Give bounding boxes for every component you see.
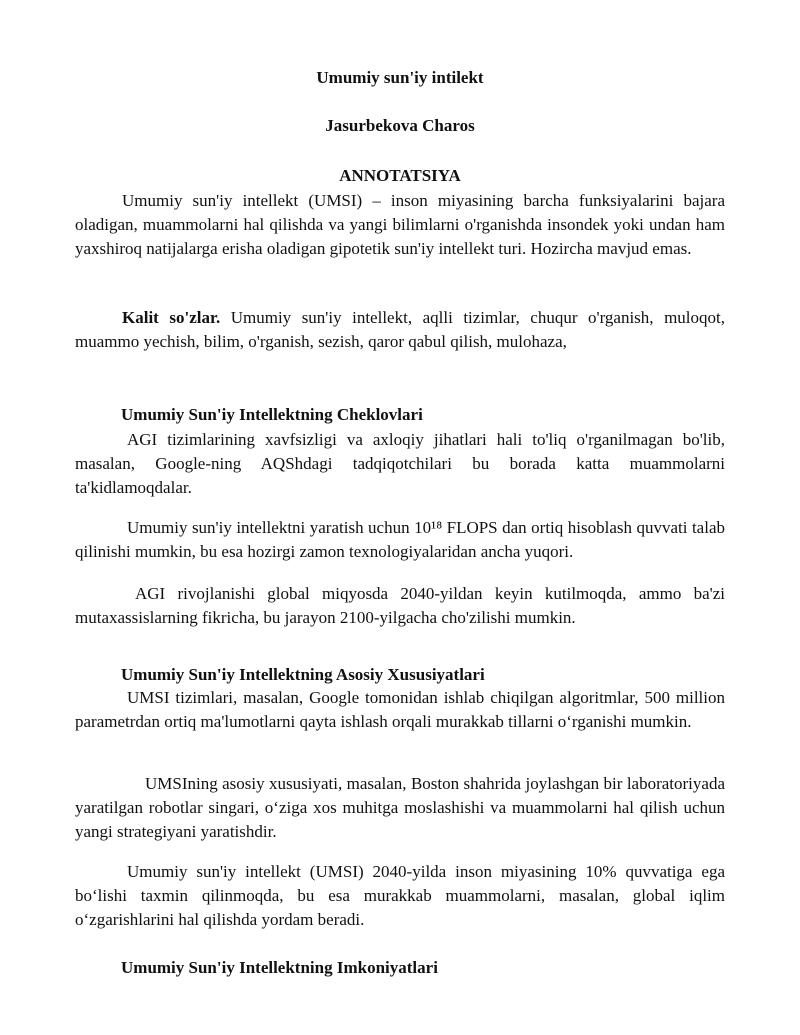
annotation-paragraph: Umumiy sun'iy intellekt (UMSI) – inson miyasining barcha funksiyalarini bajara oladigan, muammolarni hal qilishda va yangi bilimlarni o'rganishda insondek yoki undan ham yaxshiroq natijalarga erisha oladigan gipotetik sun'iy intellekt turi. Hozircha mavjud emas. — [75, 191, 725, 258]
document-title: Umumiy sun'iy intilekt — [316, 68, 484, 87]
section-paragraph: AGI tizimlarining xavfsizligi va axloqiy jihatlari hali to'liq o'rganilmagan bo'lib, masalan, Google-ning AQShdagi tadqiqotchilari bu borada katta muammolarni ta'kidlamoqdalar. — [75, 430, 725, 497]
section-paragraph: Umumiy sun'iy intellekt (UMSI) 2040-yilda inson miyasining 10% quvvatiga ega bo‘lishi taxmin qilinmoqda, bu esa murakkab muammolarni, masalan, global iqlim o‘zgarishlarini hal qilishda yordam beradi. — [75, 862, 725, 929]
section-heading-imkoniyatlari: Umumiy Sun'iy Intellektning Imkoniyatlari — [121, 958, 438, 977]
section-paragraph: UMSI tizimlari, masalan, Google tomonidan ishlab chiqilgan algoritmlar, 500 million parametrdan ortiq ma'lumotlarni qayta ishlash orqali murakkab tillarni o‘rganishi mumkin. — [75, 688, 725, 731]
section-heading-cheklovlari: Umumiy Sun'iy Intellektning Cheklovlari — [121, 405, 423, 424]
section-heading-xususiyatlari: Umumiy Sun'iy Intellektning Asosiy Xususiyatlari — [121, 665, 485, 684]
annotation-heading: ANNOTATSIYA — [339, 166, 461, 185]
section-paragraph: Umumiy sun'iy intellektni yaratish uchun 10¹⁸ FLOPS dan ortiq hisoblash quvvati talab qilinishi mumkin, bu esa hozirgi zamon texnologiyalaridan ancha yuqori. — [75, 518, 725, 561]
section-paragraph: AGI rivojlanishi global miqyosda 2040-yildan keyin kutilmoqda, ammo ba'zi mutaxassislarning fikricha, bu jarayon 2100-yilgacha cho'zilishi mumkin. — [75, 584, 725, 627]
keywords-label: Kalit so'zlar. — [122, 308, 221, 327]
keywords-paragraph — [75, 306, 725, 354]
section-paragraph: UMSIning asosiy xususiyati, masalan, Boston shahrida joylashgan bir laboratoriyada yaratilgan robotlar singari, o‘ziga xos muhitga moslashishi va muammolarni hal qilish uchun yangi strategiyani yaratishdir. — [75, 774, 725, 841]
document-author: Jasurbekova Charos — [325, 116, 475, 135]
keywords-text: Umumiy sun'iy intellekt, aqlli tizimlar, chuqur o'rganish, muloqot, muammo yechish, bilim, o'rganish, sezish, qaror qabul qilish, mulohaza, — [75, 308, 725, 351]
